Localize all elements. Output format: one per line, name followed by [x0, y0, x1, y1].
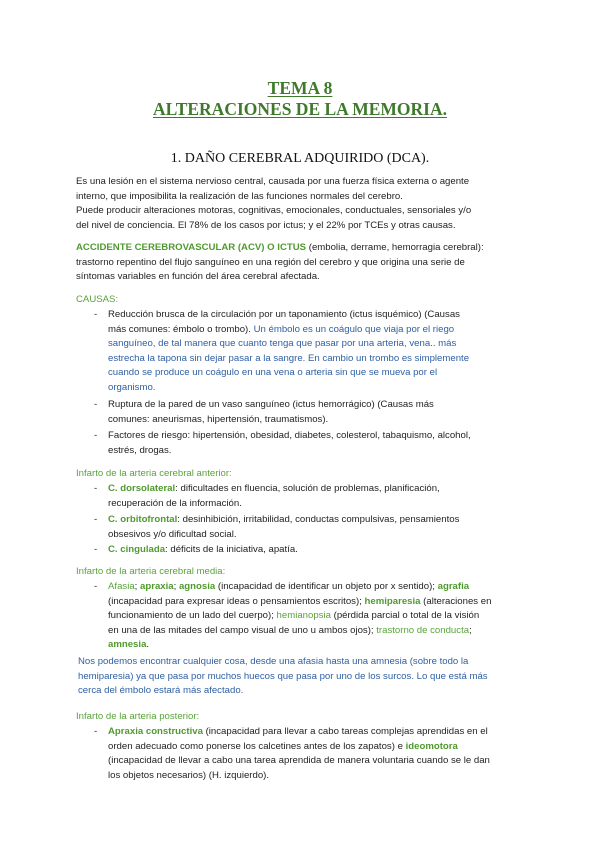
note-line: Nos podemos encontrar cualquier cosa, desde una afasia hasta una amnesia (sobre todo la [78, 656, 469, 667]
item-line: recuperación de la información. [108, 497, 242, 509]
acv-text: (embolia, derrame, hemorragia cerebral): [306, 242, 484, 253]
item-line: los objetos necesarios) (H. izquierdo). [108, 769, 270, 781]
term: amnesia [108, 639, 147, 651]
term: C. orbitofrontal [108, 514, 178, 525]
acv-line: trastorno repentino del flujo sanguíneo en una región del cerebro y que origina una serie de [76, 256, 465, 268]
item-text: (incapacidad para llevar a cabo tareas complejas aprendidas en el [202, 726, 488, 737]
media-label: Infarto de la arteria cerebral media: [76, 566, 226, 577]
acv-line: síntomas variables en función del área cerebral afectada. [76, 271, 320, 283]
note-line: estrecha la tapona sin dejar pasar a la sangre. En cambio un trombo es simplemente [108, 352, 470, 364]
item-text: orden adecuado como ponerse los calcetines antes de los zapatos) e [108, 740, 406, 752]
list-dash: - [94, 399, 98, 410]
separator: ; [134, 581, 141, 592]
item-text: (incapacidad de identificar un objeto por x sentido); [215, 581, 438, 592]
list-dash: - [94, 514, 98, 525]
note-paragraph [78, 655, 518, 699]
note-line: cuando se produce un coágulo en una vena o arteria sin que se mueva por el [108, 367, 438, 379]
item-line: obsesivos y/o dificultad social. [108, 528, 237, 540]
item-text: ; [469, 624, 472, 636]
intro-line: Es una lesión en el sistema nervioso central, causada por una fuerza física externa o agente [76, 176, 470, 187]
term: apraxia [140, 581, 174, 592]
term: agrafia [437, 581, 470, 592]
causas-label: CAUSAS: [76, 294, 119, 305]
term: hemianopsia [276, 610, 331, 622]
term: Apraxia constructiva [108, 726, 203, 737]
term: agnosia [178, 581, 216, 592]
note-line: sanguíneo, de tal manera que cuanto tenga que pasar por una arteria, vena.. más [108, 338, 457, 350]
list-dash: - [94, 581, 98, 592]
item-text: (pérdida parcial o total de la visión [330, 610, 480, 622]
item-text: . [146, 639, 150, 651]
term: trastorno de conducta [376, 624, 470, 636]
list-dash: - [94, 309, 98, 320]
list-dash: - [94, 430, 98, 441]
item-text: (incapacidad para expresar ideas o pensamientos escritos); [108, 595, 365, 607]
intro-paragraph [76, 175, 514, 233]
acv-paragraph [76, 241, 514, 285]
intro-line: interno, que imposibilita la realización de las funciones normales del cerebro. [76, 190, 403, 202]
separator: ; [173, 581, 179, 592]
item-text: : dificultades en fluencia, solución de problemas, planificación, [175, 483, 440, 494]
item-text: : desinhibición, irritabilidad, conductas compulsivas, pensamientos [177, 514, 460, 525]
item-line: Reducción brusca de la circulación por un taponamiento (ictus isquémico) (Causas [108, 309, 460, 320]
item-line: Factores de riesgo: hipertensión, obesidad, diabetes, colesterol, tabaquismo, alcohol, [108, 430, 471, 441]
note-line: cerca del émbolo estará más afectado. [78, 685, 244, 697]
list-dash: - [94, 483, 98, 494]
term: Afasia [108, 581, 135, 592]
acv-term: ACCIDENTE CEREBROVASCULAR (ACV) O ICTUS [76, 242, 307, 253]
anterior-label: Infarto de la arteria cerebral anterior: [76, 468, 232, 479]
item-text: más comunes: émbolo o trombo). [108, 323, 254, 335]
note-line: hemiparesia) ya que pasa por muchos huecos que pasa por uno de los surcos. Lo que está más [78, 670, 488, 682]
term: ideomotora [405, 740, 458, 752]
term: C. dorsolateral [108, 483, 176, 494]
item-text: (alteraciones en [420, 595, 492, 607]
item-line: (incapacidad de llevar a cabo una tarea aprendida de manera voluntaria cuando se le dan [108, 755, 490, 767]
section-heading: 1. DAÑO CEREBRAL ADQUIRIDO (DCA). [170, 151, 430, 166]
item-text: funcionamiento de un lado del cuerpo); [108, 610, 277, 622]
note-line: organismo. [108, 381, 156, 393]
list-dash: - [94, 726, 98, 737]
doc-title-line2: ALTERACIONES DE LA MEMORIA. [153, 99, 447, 119]
term: C. cingulada [108, 544, 166, 555]
intro-line: Puede producir alteraciones motoras, cognitivas, emocionales, conductuales, sensoriales y/o [76, 205, 472, 217]
note-text: Un émbolo es un coágulo que viaja por el riego [253, 323, 455, 335]
item-text: : déficits de la iniciativa, apatía. [165, 544, 298, 555]
item-text: en una de las mitades del campo visual de uno u ambos ojos); [108, 624, 377, 636]
term: hemiparesia [364, 595, 421, 607]
doc-title-line1: TEMA 8 [267, 78, 333, 98]
item-line: estrés, drogas. [108, 444, 172, 456]
intro-line: del nivel de conciencia. El 78% de los casos por ictus; y el 22% por TCEs y otras causas. [76, 219, 456, 231]
item-line: comunes: aneurismas, hipertensión, traumatismos). [108, 413, 329, 425]
list-dash: - [94, 544, 98, 555]
posterior-label: Infarto de la arteria posterior: [76, 711, 200, 722]
item-line: Ruptura de la pared de un vaso sanguíneo (ictus hemorrágico) (Causas más [108, 399, 434, 410]
